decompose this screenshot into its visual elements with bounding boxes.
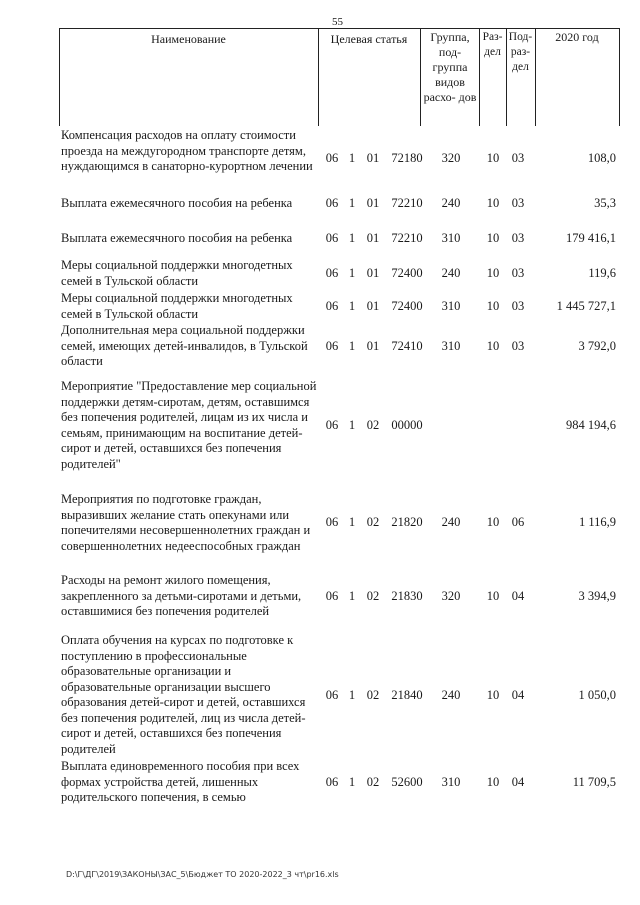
row-name: Расходы на ремонт жилого помещения, закрепленного за детьми-сиротами и детьми, оставшимися без попечения родителей	[61, 573, 302, 618]
target-code-event: 02	[366, 418, 380, 432]
target-code-subprogram: 1	[348, 589, 356, 603]
section: 10	[486, 231, 500, 245]
section: 10	[486, 775, 500, 789]
table-row	[59, 231, 620, 247]
table-row	[59, 759, 620, 806]
section: 10	[486, 151, 500, 165]
target-code-direction: 72210	[391, 231, 423, 245]
row-name: Выплата ежемесячного пособия на ребенка	[61, 196, 293, 210]
amount-2020: 1 116,9	[578, 515, 616, 529]
expense-group: 240	[441, 196, 461, 210]
target-code-direction: 00000	[391, 418, 423, 432]
page-number: 55	[332, 16, 343, 28]
expense-group: 310	[441, 299, 461, 313]
target-code-direction: 21820	[391, 515, 423, 529]
target-code-subprogram: 1	[348, 231, 356, 245]
amount-2020: 984 194,6	[566, 418, 616, 432]
table-row	[59, 379, 620, 473]
expense-group: 310	[441, 339, 461, 353]
target-code-direction: 72410	[391, 339, 423, 353]
table-row	[59, 258, 620, 289]
row-name: Выплата единовременного пособия при всех формах устройства детей, лишенных родительского попечения, в семью	[61, 759, 300, 804]
subsection: 03	[511, 196, 525, 210]
file-path: D:\Г\ДГ\2019\ЗАКОНЫ\ЗАС_5\Бюджет ТО 2020-2022_3 чт\pr16.xls	[66, 870, 339, 879]
table-row	[59, 323, 620, 370]
subsection: 03	[511, 151, 525, 165]
expense-group: 320	[441, 151, 461, 165]
row-name: Оплата обучения на курсах по подготовке к поступлению в профессиональные образовательные организации и образовательные организации высшего образования детей-сирот и детей, оставшихся без попечения родителей, лиц из числа детей-сирот и детей, оставшихся без попечения родителей	[61, 633, 306, 756]
amount-2020: 35,3	[594, 196, 616, 210]
target-code-program: 06	[325, 339, 339, 353]
amount-2020: 1 445 727,1	[556, 299, 616, 313]
header-divider	[420, 28, 421, 126]
section: 10	[486, 299, 500, 313]
target-code-subprogram: 1	[348, 266, 356, 280]
target-code-program: 06	[325, 775, 339, 789]
target-code-program: 06	[325, 299, 339, 313]
target-code-program: 06	[325, 515, 339, 529]
table-row	[59, 573, 620, 620]
section: 10	[486, 196, 500, 210]
row-name: Компенсация расходов на оплату стоимости проезда на междугородном транспорте детям, нуждающимся в санаторно-курортном лечении	[61, 128, 313, 173]
target-code-direction: 72210	[391, 196, 423, 210]
target-code-event: 01	[366, 196, 380, 210]
subsection: 06	[511, 515, 525, 529]
target-code-event: 01	[366, 339, 380, 353]
target-code-subprogram: 1	[348, 418, 356, 432]
target-code-program: 06	[325, 231, 339, 245]
target-code-event: 01	[366, 266, 380, 280]
header-group: Группа, под- группа видов расхо- дов	[423, 30, 477, 104]
section: 10	[486, 515, 500, 529]
header-year: 2020 год	[555, 30, 599, 44]
target-code-direction: 72400	[391, 266, 423, 280]
target-code-program: 06	[325, 196, 339, 210]
target-code-event: 01	[366, 151, 380, 165]
subsection: 03	[511, 339, 525, 353]
header-target: Целевая статья	[330, 32, 408, 46]
row-name: Выплата ежемесячного пособия на ребенка	[61, 231, 293, 245]
target-code-subprogram: 1	[348, 299, 356, 313]
table-header	[59, 28, 620, 126]
target-code-program: 06	[325, 266, 339, 280]
target-code-event: 01	[366, 299, 380, 313]
table-row	[59, 196, 620, 212]
expense-group: 240	[441, 266, 461, 280]
expense-group: 320	[441, 589, 461, 603]
expense-group: 240	[441, 515, 461, 529]
row-name: Меры социальной поддержки многодетных семей в Тульской области	[61, 258, 293, 288]
amount-2020: 3 792,0	[578, 339, 616, 353]
amount-2020: 11 709,5	[572, 775, 616, 789]
amount-2020: 108,0	[587, 151, 616, 165]
subsection: 03	[511, 299, 525, 313]
target-code-direction: 21830	[391, 589, 423, 603]
target-code-subprogram: 1	[348, 151, 356, 165]
target-code-direction: 72180	[391, 151, 423, 165]
target-code-event: 02	[366, 515, 380, 529]
target-code-direction: 21840	[391, 688, 423, 702]
target-code-direction: 72400	[391, 299, 423, 313]
section: 10	[486, 589, 500, 603]
target-code-program: 06	[325, 688, 339, 702]
target-code-program: 06	[325, 418, 339, 432]
row-name: Дополнительная мера социальной поддержки семей, имеющих детей-инвалидов, в Тульской области	[61, 323, 308, 368]
amount-2020: 119,6	[588, 266, 616, 280]
subsection: 04	[511, 775, 525, 789]
target-code-direction: 52600	[391, 775, 423, 789]
amount-2020: 3 394,9	[578, 589, 616, 603]
row-name: Меры социальной поддержки многодетных семей в Тульской области	[61, 291, 293, 321]
expense-group: 240	[441, 688, 461, 702]
target-code-program: 06	[325, 151, 339, 165]
target-code-event: 02	[366, 775, 380, 789]
target-code-subprogram: 1	[348, 688, 356, 702]
target-code-program: 06	[325, 589, 339, 603]
target-code-event: 01	[366, 231, 380, 245]
row-name: Мероприятие "Предоставление мер социальной поддержки детям-сиротам, детям, оставшимся без попечения родителей, лицам из их числа и семьям, принимающим на воспитание детей-сирот и детей, оставшихся без попечения родителей"	[61, 379, 317, 471]
header-right-border	[619, 28, 620, 126]
table-row	[59, 128, 620, 190]
section: 10	[486, 688, 500, 702]
subsection: 03	[511, 266, 525, 280]
header-subsection: Под- раз- дел	[508, 31, 533, 73]
amount-2020: 1 050,0	[578, 688, 616, 702]
expense-group: 310	[441, 775, 461, 789]
target-code-subprogram: 1	[348, 775, 356, 789]
table-row	[59, 492, 620, 554]
amount-2020: 179 416,1	[566, 231, 616, 245]
target-code-subprogram: 1	[348, 339, 356, 353]
expense-group: 310	[441, 231, 461, 245]
table-row	[59, 633, 620, 758]
subsection: 04	[511, 589, 525, 603]
header-name: Наименование	[151, 32, 226, 46]
subsection: 04	[511, 688, 525, 702]
section: 10	[486, 266, 500, 280]
header-section: Раз- дел	[482, 31, 503, 58]
target-code-subprogram: 1	[348, 515, 356, 529]
target-code-event: 02	[366, 688, 380, 702]
target-code-subprogram: 1	[348, 196, 356, 210]
target-code-event: 02	[366, 589, 380, 603]
subsection: 03	[511, 231, 525, 245]
table-row	[59, 291, 620, 322]
row-name: Мероприятия по подготовке граждан, выразивших желание стать опекунами или попечителями несовершеннолетних граждан и совершеннолетних недееспособных граждан	[61, 492, 311, 553]
section: 10	[486, 339, 500, 353]
